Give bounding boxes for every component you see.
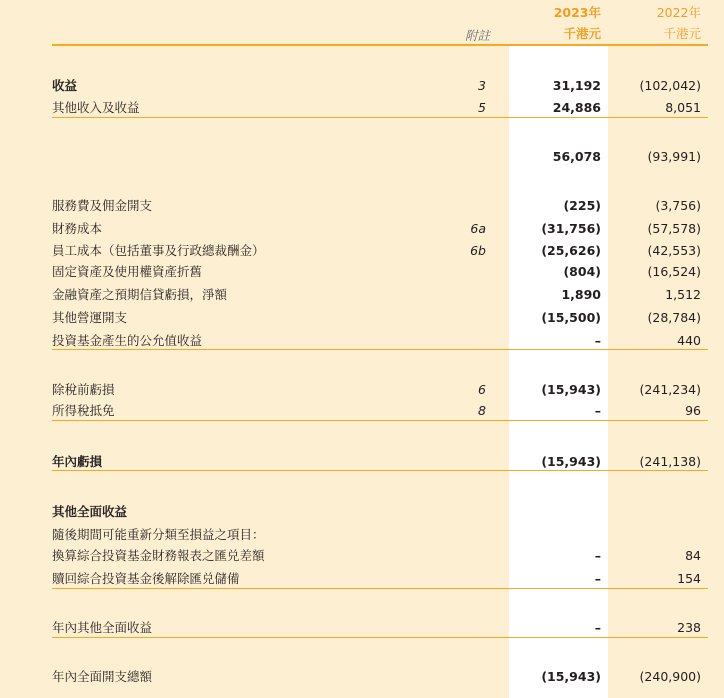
value-2022: (241,234): [639, 382, 701, 397]
row-label: 其他營運開支: [52, 310, 128, 325]
unit-2023-header: 千港元: [563, 26, 601, 41]
table-row: [0, 569, 724, 589]
value-2022: (16,524): [647, 264, 701, 279]
value-2022: 238: [677, 620, 701, 635]
value-2023: –: [594, 333, 601, 348]
row-label: 員工成本（包括董事及行政總裁酬金）: [52, 243, 265, 258]
divider-after-oci-total: [52, 637, 708, 638]
value-2022: (57,578): [647, 221, 701, 236]
value-2022: (28,784): [647, 310, 701, 325]
row-label: 隨後期間可能重新分類至損益之項目：: [52, 527, 265, 542]
header-divider: [52, 44, 708, 46]
table-row: [0, 667, 724, 687]
value-2022: (240,900): [639, 669, 701, 684]
row-note: 6b: [470, 243, 486, 258]
table-row: [0, 401, 724, 421]
value-2023: (15,943): [541, 669, 601, 684]
value-2023: (804): [563, 264, 601, 279]
table-row: [0, 241, 724, 261]
value-2023: 31,192: [552, 78, 601, 93]
divider-after-loss: [52, 470, 708, 471]
value-2022: 440: [677, 333, 701, 348]
value-2023: (31,756): [541, 221, 601, 236]
value-2023: (15,500): [541, 310, 601, 325]
table-row: [0, 219, 724, 239]
row-label: 除稅前虧損: [52, 382, 115, 397]
value-2022: 1,512: [665, 287, 701, 302]
divider-after-tax: [52, 420, 708, 421]
table-row: [0, 285, 724, 305]
notes-column-header: 附註: [464, 28, 490, 43]
row-label: 其他全面收益: [52, 504, 128, 519]
row-note: 6a: [470, 221, 486, 236]
table-row: [0, 525, 724, 545]
value-2023: –: [594, 403, 601, 418]
table-row: [0, 618, 724, 638]
row-label: 收益: [52, 78, 78, 93]
value-2023: 56,078: [552, 149, 601, 164]
table-row: [0, 546, 724, 566]
value-2022: (102,042): [639, 78, 701, 93]
row-label: 所得稅抵免: [52, 403, 115, 418]
year-2023-header: 2023年: [553, 5, 601, 20]
table-row: [0, 380, 724, 400]
divider-after-oci-items: [52, 588, 708, 589]
value-2022: (93,991): [647, 149, 701, 164]
value-2022: 84: [685, 548, 701, 563]
table-row: [0, 308, 724, 328]
row-label: 投資基金產生的公允值收益: [52, 333, 203, 348]
row-label: 其他收入及收益: [52, 100, 140, 115]
table-row: [0, 196, 724, 216]
row-label: 財務成本: [52, 221, 103, 236]
value-2023: (25,626): [541, 243, 601, 258]
value-2022: 8,051: [665, 100, 701, 115]
row-label: 年內虧損: [52, 454, 103, 469]
table-row: [0, 98, 724, 118]
value-2023: 1,890: [561, 287, 601, 302]
value-2023: (15,943): [541, 382, 601, 397]
value-2023: 24,886: [552, 100, 601, 115]
divider-after-revenue: [52, 117, 708, 118]
value-2023: –: [594, 571, 601, 586]
row-note: 8: [478, 403, 486, 418]
unit-2022-header: 千港元: [663, 26, 701, 41]
row-label: 贖回綜合投資基金後解除匯兑儲備: [52, 571, 240, 586]
table-row: [0, 502, 724, 522]
value-2023: –: [594, 620, 601, 635]
row-label: 服務費及佣金開支: [52, 198, 153, 213]
value-2022: 96: [685, 403, 701, 418]
row-label: 固定資產及使用權資產折舊: [52, 264, 203, 279]
current-year-column-highlight: [509, 45, 608, 698]
table-row: [0, 76, 724, 96]
table-row: [0, 262, 724, 282]
table-row: [0, 147, 724, 167]
table-row: [0, 452, 724, 472]
row-note: 5: [478, 100, 486, 115]
row-label: 金融資產之預期信貸虧損，淨額: [52, 287, 228, 302]
divider-after-expenses: [52, 349, 708, 350]
value-2023: (15,943): [541, 454, 601, 469]
row-note: 3: [478, 78, 486, 93]
row-label: 年內全面開支總額: [52, 669, 153, 684]
value-2023: (225): [563, 198, 601, 213]
value-2022: (3,756): [655, 198, 701, 213]
value-2022: (241,138): [639, 454, 701, 469]
row-label: 年內其他全面收益: [52, 620, 153, 635]
year-2022-header: 2022年: [656, 5, 701, 20]
row-note: 6: [478, 382, 486, 397]
table-row: [0, 331, 724, 351]
row-label: 換算綜合投資基金財務報表之匯兑差額: [52, 548, 265, 563]
value-2023: –: [594, 548, 601, 563]
value-2022: 154: [677, 571, 701, 586]
value-2022: (42,553): [647, 243, 701, 258]
